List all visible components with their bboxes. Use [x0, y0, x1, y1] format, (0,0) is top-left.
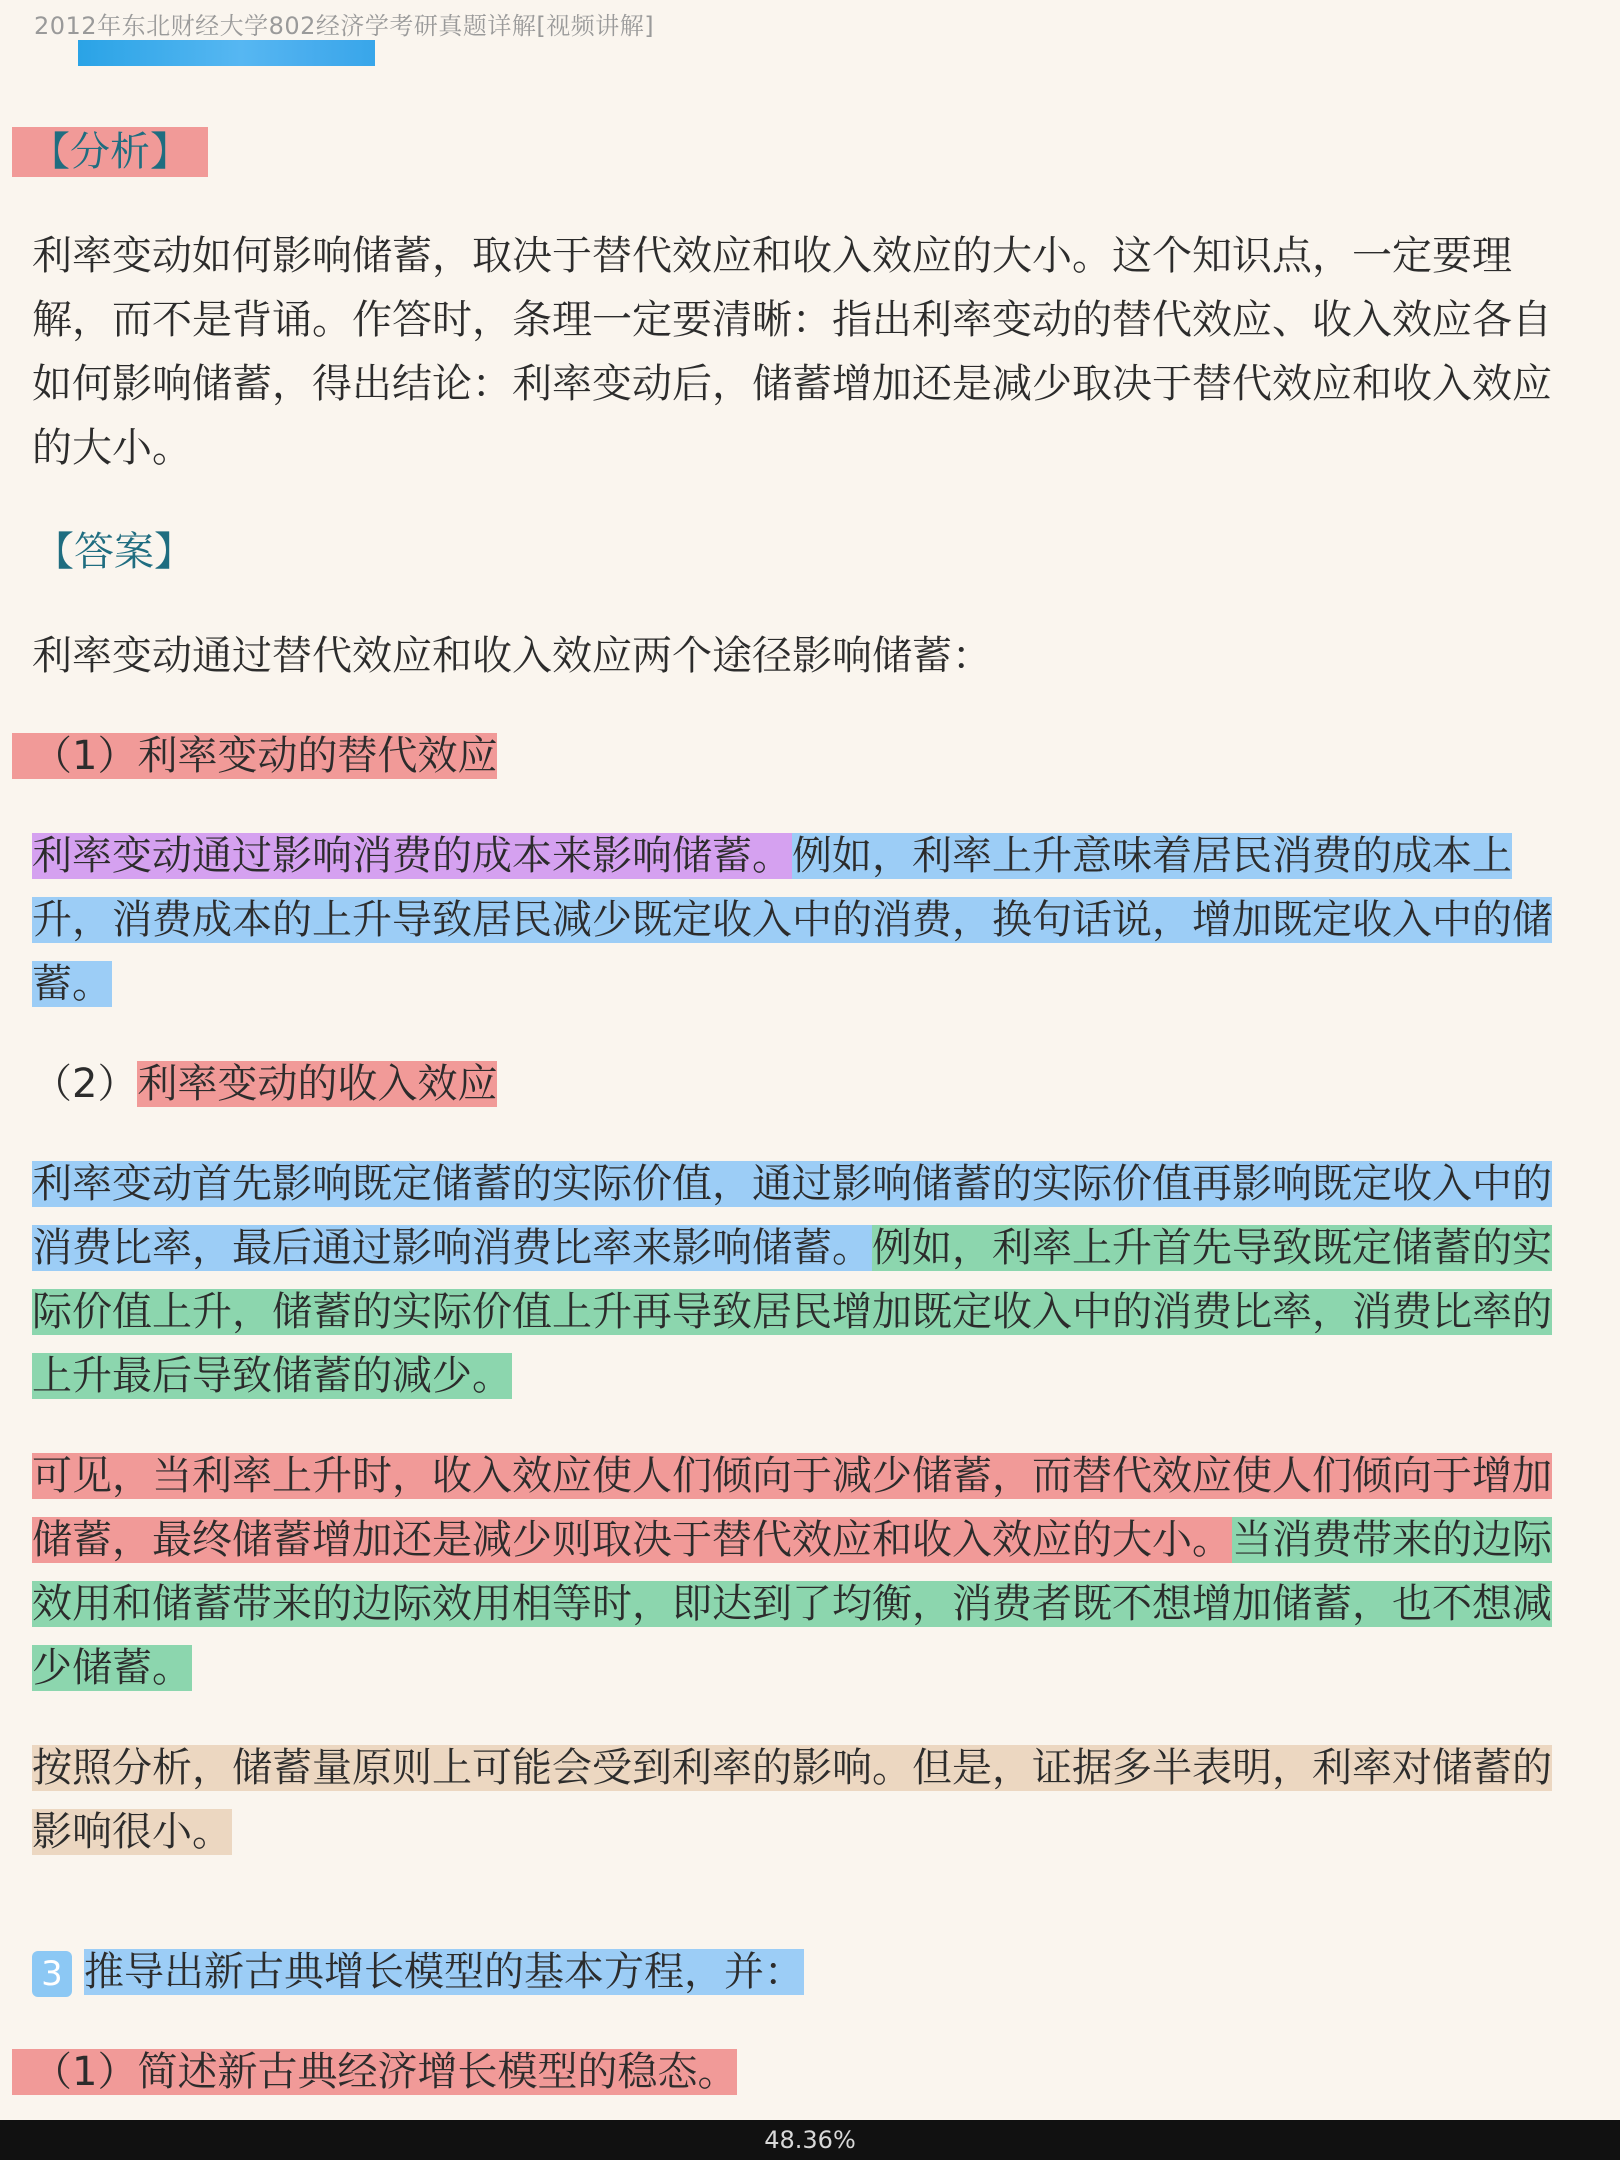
substitution-effect-title: （1）利率变动的替代效应	[32, 724, 1554, 788]
page-percent: 48.36%	[764, 2126, 856, 2154]
substitution-effect-summary: 利率变动通过影响消费的成本来影响储蓄。	[32, 833, 792, 879]
income-effect-example: 例如，利率上升首先导致既定储蓄的实际价值上升，储蓄的实际价值上升再导致居民增加既定收入中的消费比率，消费比率的上升最后导致储蓄的减少。	[32, 1225, 1552, 1399]
header-title: 2012年东北财经大学802经济学考研真题详解[视频讲解]	[34, 12, 655, 40]
conclusion-text: 可见，当利率上升时，收入效应使人们倾向于减少储蓄，而替代效应使人们倾向于增加储蓄，最终储蓄增加还是减少则取决于替代效应和收入效应的大小。	[32, 1453, 1552, 1563]
substitution-effect-paragraph	[32, 824, 1554, 1016]
income-effect-summary: 利率变动首先影响既定储蓄的实际价值，通过影响储蓄的实际价值再影响既定收入中的消费比率，最后通过影响消费比率来影响储蓄。	[32, 1161, 1552, 1271]
income-effect-title: （2）利率变动的收入效应	[32, 1061, 498, 1107]
question-number-badge: 3	[32, 1951, 72, 1997]
conclusion-paragraph	[32, 1444, 1554, 1700]
reading-progress-bar	[78, 40, 892, 66]
equilibrium-text: 当消费带来的边际效用和储蓄带来的边际效用相等时，即达到了均衡，消费者既不想增加储蓄，也不想减少储蓄。	[32, 1517, 1552, 1691]
substitution-effect-example: 例如，利率上升意味着居民消费的成本上升，消费成本的上升导致居民减少既定收入中的消费，换句话说，增加既定收入中的储蓄。	[32, 833, 1552, 1007]
analysis-heading: 【分析】	[32, 120, 1554, 184]
question-3: 3 推导出新古典增长模型的基本方程，并：	[32, 1940, 1554, 2004]
answer-heading: 【答案】	[34, 529, 194, 575]
question-3-sub1: （1）简述新古典经济增长模型的稳态。	[32, 2040, 1554, 2104]
income-effect-paragraph	[32, 1152, 1554, 1408]
document-content	[32, 120, 1554, 2104]
reading-progress-fill	[78, 40, 375, 66]
answer-intro: 利率变动通过替代效应和收入效应两个途径影响储蓄：	[32, 633, 992, 679]
analysis-paragraph: 利率变动如何影响储蓄，取决于替代效应和收入效应的大小。这个知识点，一定要理解，而不是背诵。作答时，条理一定要清晰：指出利率变动的替代效应、收入效应各自如何影响储蓄，得出结论：利率变动后，储蓄增加还是减少取决于替代效应和收入效应的大小。	[32, 233, 1552, 471]
evidence-paragraph: 按照分析，储蓄量原则上可能会受到利率的影响。但是，证据多半表明，利率对储蓄的影响很小。	[32, 1745, 1552, 1855]
page-percent-bar	[0, 2120, 1620, 2160]
